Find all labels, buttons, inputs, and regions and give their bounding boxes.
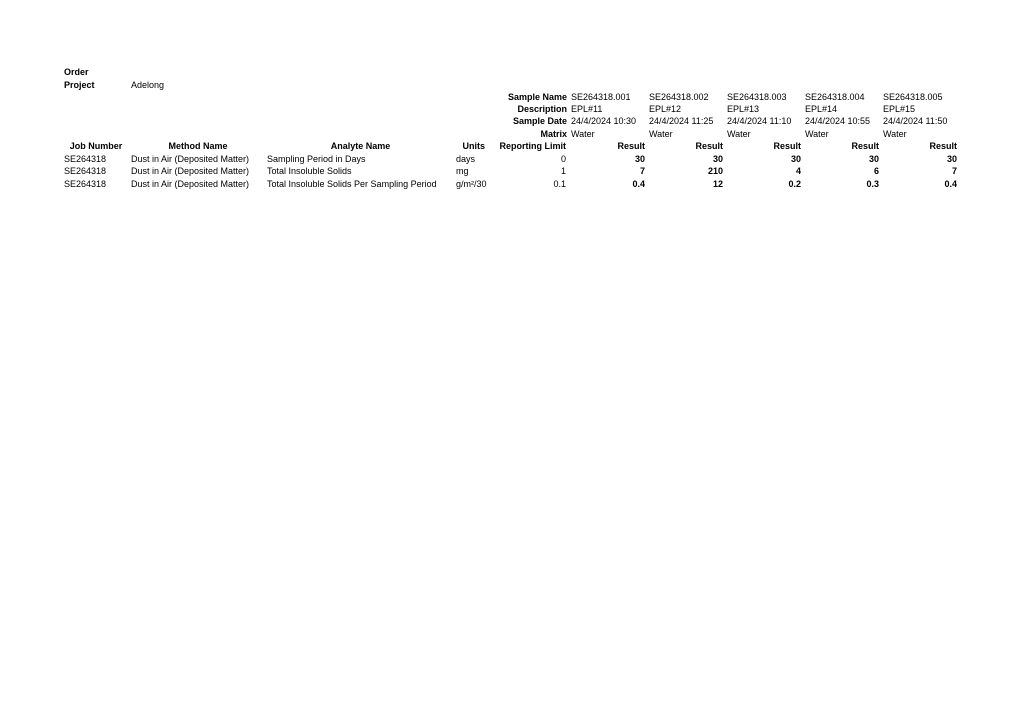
- col-header-job-number: Job Number: [69, 141, 123, 151]
- col-header-result-3: Result: [773, 141, 801, 151]
- col-header-reporting-limit: Reporting Limit: [499, 141, 566, 151]
- row3-method: Dust in Air (Deposited Matter): [131, 179, 250, 189]
- sample-matrix-4: Water: [805, 129, 829, 139]
- row1-result-4: 30: [868, 154, 879, 164]
- description-label: Description: [517, 104, 567, 114]
- sample-date-4: 24/4/2024 10:55: [805, 116, 871, 126]
- row3-units: g/m²/30: [456, 179, 487, 189]
- sample-date-label: Sample Date: [512, 116, 567, 126]
- col-header-result-4: Result: [851, 141, 879, 151]
- sample-matrix-3: Water: [727, 129, 751, 139]
- sample-matrix-2: Water: [649, 129, 673, 139]
- row3-result-1: 0.4: [632, 179, 645, 189]
- row2-method: Dust in Air (Deposited Matter): [131, 166, 250, 176]
- row1-result-2: 30: [712, 154, 723, 164]
- sample-name-5: SE264318.005: [883, 92, 943, 102]
- sample-description-2: EPL#12: [649, 104, 682, 114]
- row2-limit: 1: [560, 166, 566, 176]
- col-header-result-1: Result: [617, 141, 645, 151]
- sample-date-5: 24/4/2024 11:50: [883, 116, 948, 126]
- order-label: Order: [64, 67, 89, 77]
- col-header-units: Units: [462, 141, 485, 151]
- sample-date-2: 24/4/2024 11:25: [649, 116, 714, 126]
- row3-result-3: 0.2: [788, 179, 801, 189]
- col-header-analyte-name: Analyte Name: [330, 141, 391, 151]
- row2-units: mg: [456, 166, 469, 176]
- sample-date-1: 24/4/2024 10:30: [571, 116, 637, 126]
- project-label: Project: [64, 80, 95, 90]
- row2-result-3: 4: [795, 166, 801, 176]
- row2-job: SE264318: [64, 166, 107, 176]
- row2-result-5: 7: [951, 166, 957, 176]
- row2-result-2: 210: [707, 166, 723, 176]
- row1-result-5: 30: [946, 154, 957, 164]
- sample-description-3: EPL#13: [727, 104, 760, 114]
- row2-result-4: 6: [873, 166, 879, 176]
- col-header-result-2: Result: [695, 141, 723, 151]
- sample-name-3: SE264318.003: [727, 92, 787, 102]
- row3-job: SE264318: [64, 179, 107, 189]
- sample-name-label: Sample Name: [507, 92, 567, 102]
- row3-result-4: 0.3: [866, 179, 879, 189]
- row1-limit: 0: [560, 154, 566, 164]
- sample-name-1: SE264318.001: [571, 92, 631, 102]
- sample-name-4: SE264318.004: [805, 92, 865, 102]
- row2-result-1: 7: [639, 166, 645, 176]
- sample-matrix-1: Water: [571, 129, 595, 139]
- matrix-label: Matrix: [540, 129, 567, 139]
- row1-units: days: [456, 154, 476, 164]
- col-header-method-name: Method Name: [168, 141, 228, 151]
- row1-job: SE264318: [64, 154, 107, 164]
- row3-analyte: Total Insoluble Solids Per Sampling Period: [267, 179, 437, 189]
- row3-result-5: 0.4: [944, 179, 957, 189]
- project-value: Adelong: [131, 80, 165, 90]
- sample-name-2: SE264318.002: [649, 92, 709, 102]
- row1-analyte: Sampling Period in Days: [267, 154, 366, 164]
- sample-description-5: EPL#15: [883, 104, 916, 114]
- row1-result-3: 30: [790, 154, 801, 164]
- row1-result-1: 30: [634, 154, 645, 164]
- sample-description-1: EPL#11: [571, 104, 603, 114]
- row3-limit: 0.1: [553, 179, 566, 189]
- sample-description-4: EPL#14: [805, 104, 838, 114]
- sample-matrix-5: Water: [883, 129, 907, 139]
- sample-date-3: 24/4/2024 11:10: [727, 116, 792, 126]
- col-header-result-5: Result: [929, 141, 957, 151]
- row2-analyte: Total Insoluble Solids: [267, 166, 352, 176]
- row3-result-2: 12: [712, 179, 723, 189]
- row1-method: Dust in Air (Deposited Matter): [131, 154, 250, 164]
